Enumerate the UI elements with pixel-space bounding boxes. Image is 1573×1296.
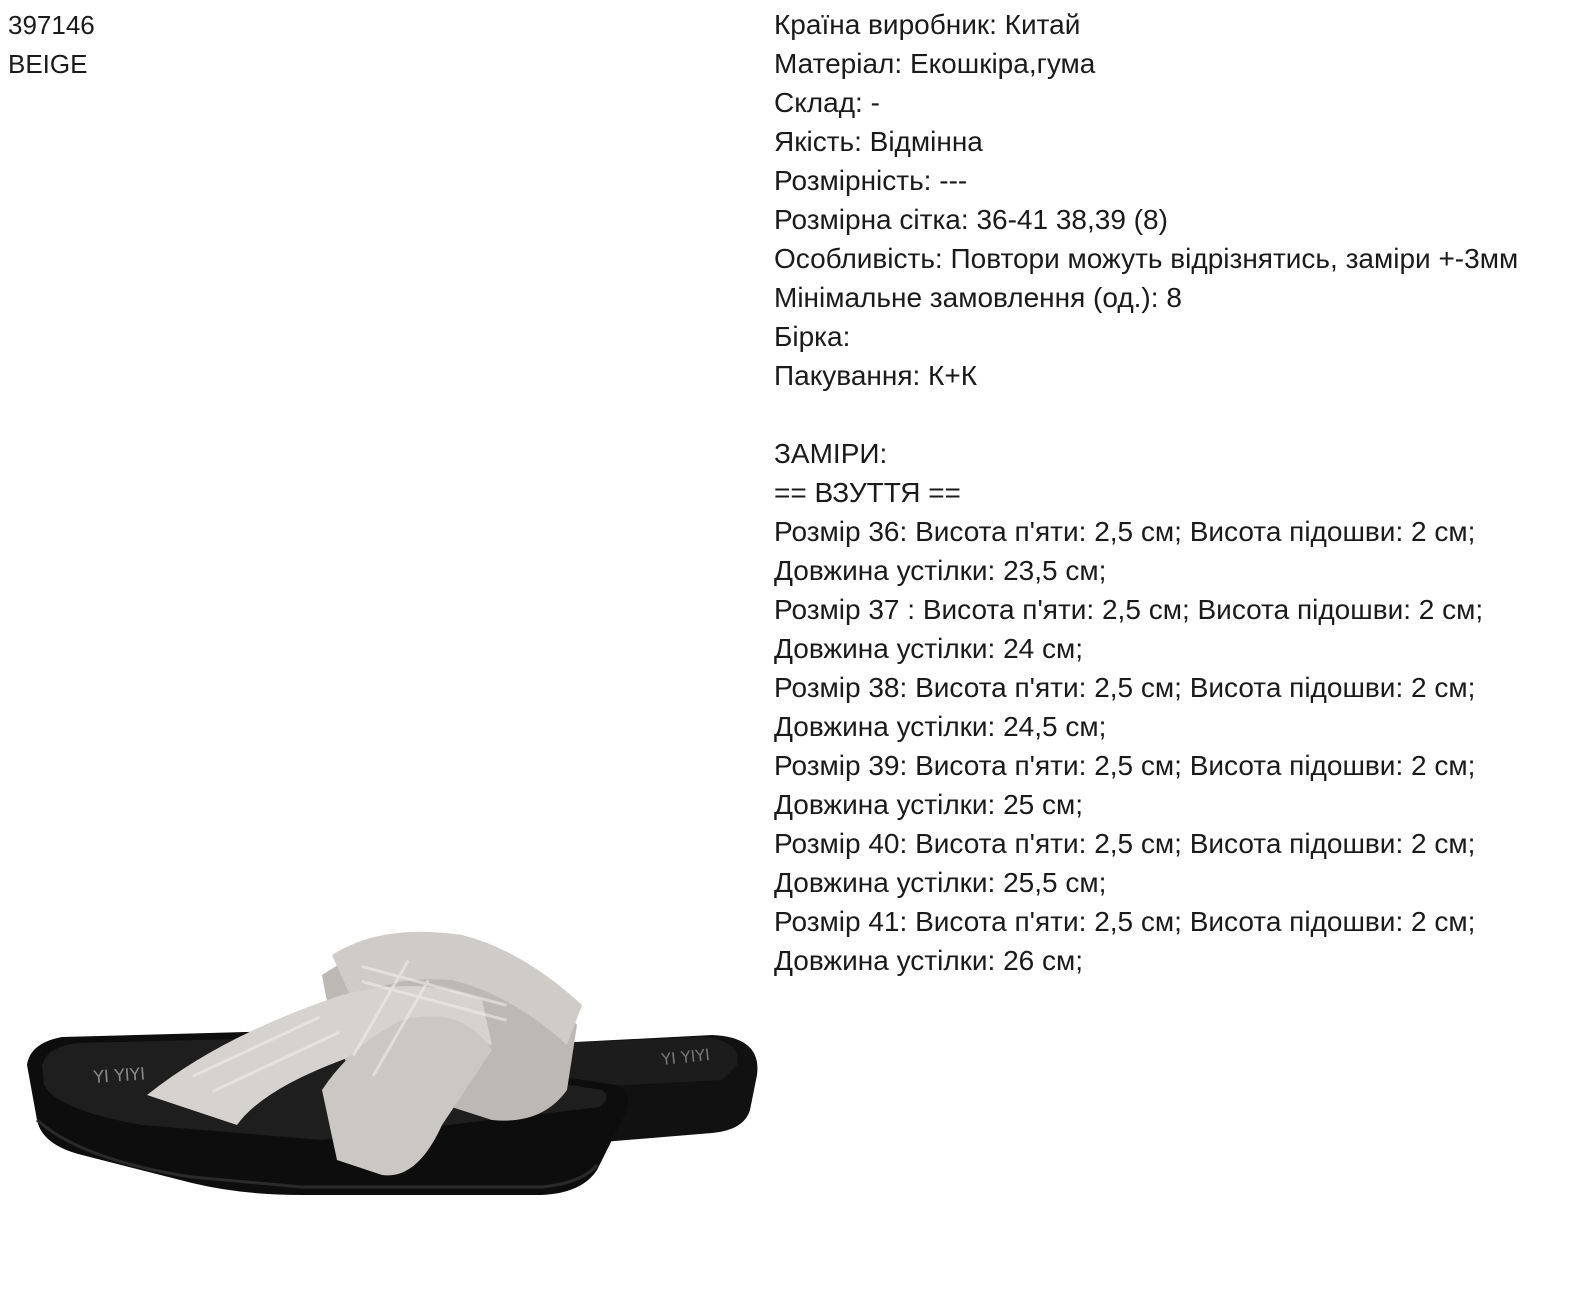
brand-text-front: YI YIYI xyxy=(92,1064,146,1088)
measurement-line: Довжина устілки: 24 см; xyxy=(774,633,1084,664)
measurement-line: Довжина устілки: 23,5 см; xyxy=(774,555,1107,586)
measurement-line: Розмір 38: Висота п'яти: 2,5 см; Висота підошви: 2 см; xyxy=(774,672,1476,703)
spec-line: Склад: - xyxy=(774,87,880,118)
spec-line: Бірка: xyxy=(774,321,851,352)
measurements-heading: ЗАМІРИ: xyxy=(774,438,888,469)
spec-line: Розмірна сітка: 36-41 38,39 (8) xyxy=(774,204,1168,235)
spec-line: Країна виробник: Китай xyxy=(774,9,1081,40)
sandal-photo xyxy=(22,925,772,1235)
spec-line: Розмірність: --- xyxy=(774,165,968,196)
spec-list xyxy=(774,5,1564,980)
measurement-line: Довжина устілки: 24,5 см; xyxy=(774,711,1107,742)
measurement-line: Розмір 37 : Висота п'яти: 2,5 см; Висота підошви: 2 см; xyxy=(774,594,1484,625)
spacer xyxy=(774,395,1564,434)
spec-line: Якість: Відмінна xyxy=(774,126,983,157)
measurement-line: Довжина устілки: 26 см; xyxy=(774,945,1084,976)
brand-text-back: YI YIYI xyxy=(660,1045,711,1069)
measurement-line: Довжина устілки: 25,5 см; xyxy=(774,867,1107,898)
measurement-line: Розмір 40: Висота п'яти: 2,5 см; Висота підошви: 2 см; xyxy=(774,828,1476,859)
spec-line: Мінімальне замовлення (од.): 8 xyxy=(774,282,1182,313)
measurement-line: Розмір 36: Висота п'яти: 2,5 см; Висота підошви: 2 см; xyxy=(774,516,1476,547)
measurement-line: Розмір 39: Висота п'яти: 2,5 см; Висота підошви: 2 см; xyxy=(774,750,1476,781)
measurements-subheading: == ВЗУТТЯ == xyxy=(774,477,961,508)
product-color: BEIGE xyxy=(8,49,88,79)
spec-line: Пакування: К+К xyxy=(774,360,978,391)
spec-line: Матеріал: Екошкіра,гума xyxy=(774,48,1096,79)
measurement-line: Довжина устілки: 25 см; xyxy=(774,789,1084,820)
product-code: 397146 xyxy=(8,10,95,40)
product-info xyxy=(8,6,95,84)
measurement-line: Розмір 41: Висота п'яти: 2,5 см; Висота підошви: 2 см; xyxy=(774,906,1476,937)
spec-line: Особливість: Повтори можуть відрізнятись, заміри +-3мм xyxy=(774,243,1519,274)
